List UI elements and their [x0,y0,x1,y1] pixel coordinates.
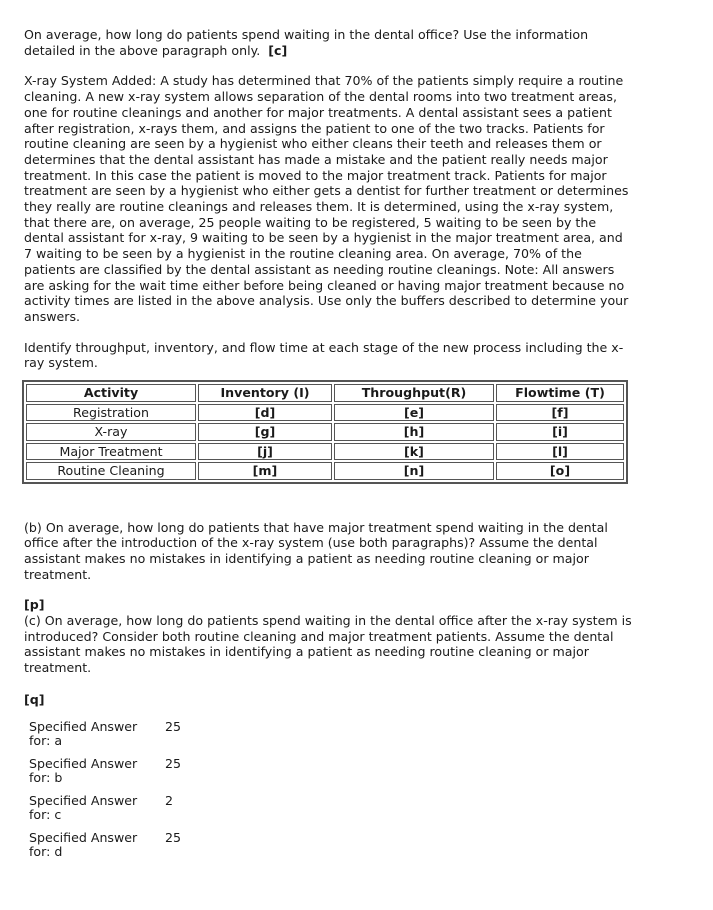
answer-label [29,831,165,860]
answer-label-line1: Specified Answer [29,829,138,845]
activity-cell: X-ray [26,423,196,441]
answer-label-line2: for: c [29,807,62,823]
answer-item [29,757,634,786]
flowtime-cell: [o] [496,462,624,480]
question-intro-tag: [c] [268,42,288,58]
table-header-row [26,384,624,402]
document-page [24,27,634,868]
flowtime-cell: [l] [496,443,624,461]
throughput-cell: [n] [334,462,494,480]
answer-label [29,794,165,823]
answer-label-line2: for: b [29,770,63,786]
question-b: (b) On average, how long do patients that have major treatment spend waiting in the dental office after the introduction of the x-ray system (use both paragraphs)? Assume the dental assistant makes no mistakes in identifying a patient as needing routine cleaning or major treatment. [24,519,608,582]
question-b-tag-text: [p] [24,597,45,613]
question-intro-text: On average, how long do patients spend waiting in the dental office? Use the information detailed in the above paragraph only. [24,27,589,58]
inventory-cell: [j] [198,443,332,461]
answer-label-line1: Specified Answer [29,718,138,734]
answer-value: 25 [165,755,182,771]
answer-label-line1: Specified Answer [29,755,138,771]
answer-item [29,794,634,823]
table-row [26,404,624,422]
inventory-cell: [g] [198,423,332,441]
answer-label-line1: Specified Answer [29,792,138,808]
answer-item [29,720,634,749]
answer-value: 25 [165,718,182,734]
inventory-cell: [m] [198,462,332,480]
answer-label-line2: for: d [29,844,63,860]
header-flowtime: Flowtime (T) [496,384,624,402]
throughput-cell: [h] [334,423,494,441]
header-inventory: Inventory (I) [198,384,332,402]
flowtime-cell: [i] [496,423,624,441]
question-c: (c) On average, how long do patients spend waiting in the dental office after the x-ray system is introduced? Consider both routine cleaning and major treatment patients. Assume the dental assistant makes no mistakes in identifying a patient as needing routine cleaning or major treatment. [24,613,632,676]
table-row [26,443,624,461]
header-throughput: Throughput(R) [334,384,494,402]
table-row [26,462,624,480]
activity-cell: Registration [26,404,196,422]
throughput-cell: [k] [334,443,494,461]
answer-value: 2 [165,792,174,808]
answer-label [29,757,165,786]
question-c-tag [24,692,634,708]
inventory-cell: [d] [198,404,332,422]
question-b-tag [24,597,634,613]
header-activity: Activity [26,384,196,402]
xray-paragraph: X-ray System Added: A study has determined that 70% of the patients simply require a routine cleaning. A new x-ray system allows separation of the dental rooms into two treatment areas, one for routine cleanings and another for major treatments. A dental assistant sees a patient after registration, x-rays them, and assigns the patient to one of the two tracks. Patients for routine cleaning are seen by a hygienist who either cleans their teeth and releases them or determines that the dental assistant has made a mistake and the patient really needs major treatment. In this case the patient is moved to the major treatment track. Patients for major treatment are seen by a hygienist who either gets a dentist for further treatment or determines they really are routine cleanings and releases them. It is determined, using the x-ray system, that there are, on average, 25 people waiting to be registered, 5 waiting to be seen by the dental assistant for x-ray, 9 waiting to be seen by a hygienist in the major treatment area, and 7 waiting to be seen by a hygienist in the routine cleaning area. On average, 70% of the patients are classified by the dental assistant as needing routine cleanings. Note: All answers are asking for the wait time either before being cleaned or having major treatment because no activity times are listed in the above analysis. Use only the buffers described to determine your answers. [24,73,629,324]
flowtime-cell: [f] [496,404,624,422]
answer-value: 25 [165,829,182,845]
answer-label-line2: for: a [29,733,63,749]
specified-answers [29,720,634,860]
table-row [26,423,624,441]
identify-prompt: Identify throughput, inventory, and flow time at each stage of the new process including the x-ray system. [24,339,624,371]
activity-cell: Major Treatment [26,443,196,461]
question-c-tag-text: [q] [24,691,45,707]
answer-label [29,720,165,749]
process-table [22,380,628,484]
question-intro [24,27,634,58]
throughput-cell: [e] [334,404,494,422]
answer-item [29,831,634,860]
activity-cell: Routine Cleaning [26,462,196,480]
